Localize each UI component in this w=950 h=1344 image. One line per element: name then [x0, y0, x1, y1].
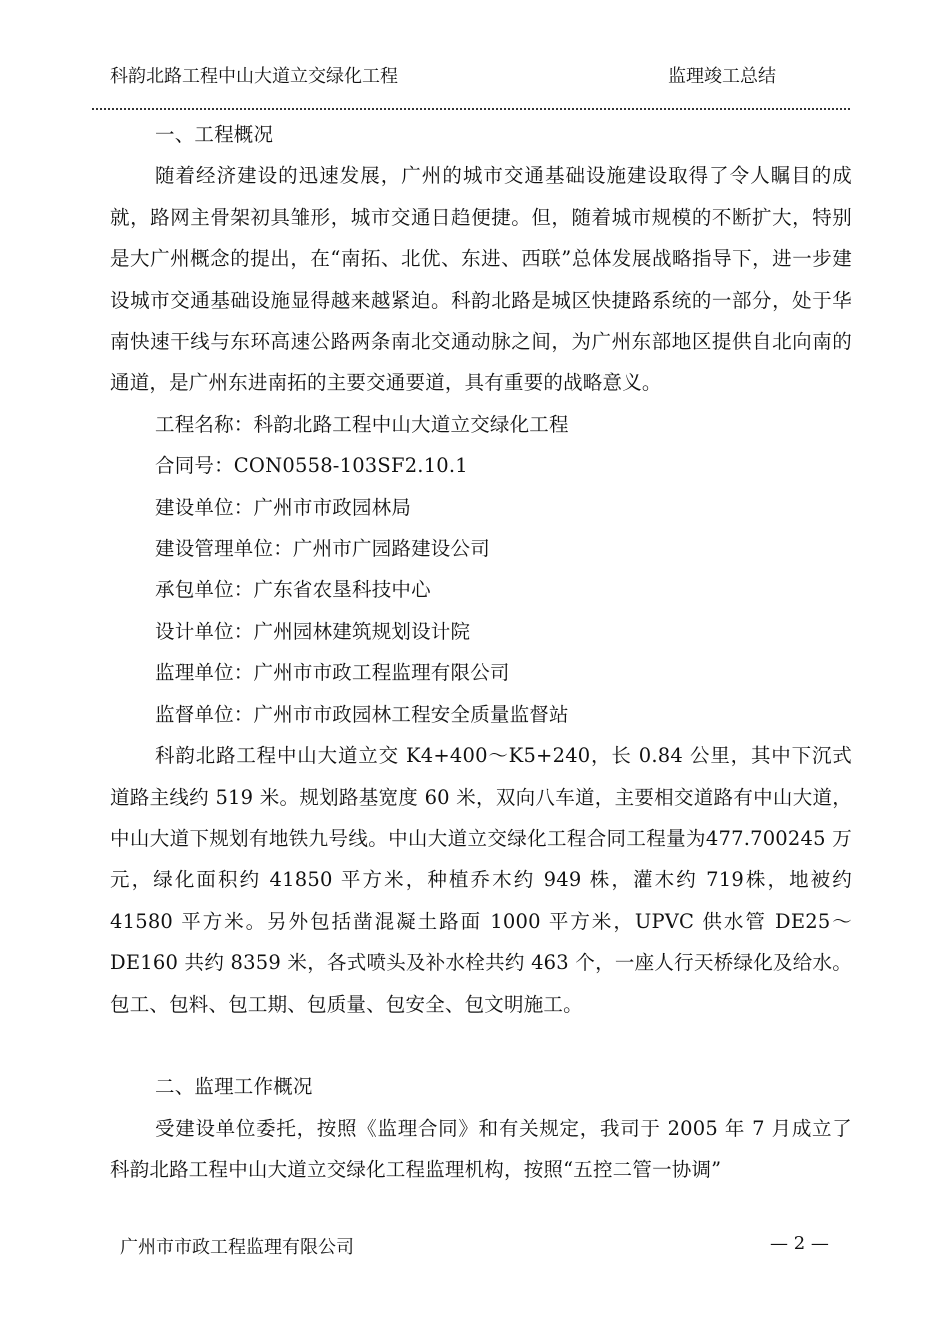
- info-project-name: 工程名称：科韵北路工程中山大道立交绿化工程: [155, 412, 569, 436]
- page-number: — 2 —: [770, 1233, 829, 1254]
- footer-company-name: 广州市市政工程监理有限公司: [120, 1237, 354, 1258]
- header-divider: [92, 108, 850, 110]
- info-inspector: 监督单位：广州市市政园林工程安全质量监督站: [155, 702, 569, 726]
- section-heading-overview: 一、工程概况: [155, 123, 274, 146]
- info-contractor: 承包单位：广东省农垦科技中心: [155, 578, 431, 602]
- page-header: [0, 62, 950, 92]
- section-heading-supervision: 二、监理工作概况: [155, 1075, 313, 1099]
- paragraph-supervision: 受建设单位委托，按照《监理合同》和有关规定，我司于 2005 年 7 月成立了科韵北路工程中山大道立交绿化工程监理机构，按照“五控二管一协调”: [110, 1116, 852, 1182]
- header-project-title: 科韵北路工程中山大道立交绿化工程: [110, 66, 398, 87]
- document-body: [110, 114, 852, 1191]
- info-owner: 建设单位：广州市市政园林局: [155, 495, 412, 519]
- blank-line: [110, 1025, 852, 1066]
- paragraph-background: 随着经济建设的迅速发展，广州的城市交通基础设施建设取得了令人瞩目的成就，路网主骨架初具雏形，城市交通日趋便捷。但，随着城市规模的不断扩大，特别是大广州概念的提出，在“南拓、北优、东进、西联”总体发展战略指导下，进一步建设城市交通基础设施显得越来越紧迫。科韵北路是城区快捷路系统的一部分，处于华南快速干线与东环高速公路两条南北交通动脉之间，为广州东部地区提供自北向南的通道，是广州东进南拓的主要交通要道，具有重要的战略意义。: [110, 164, 852, 395]
- paragraph-scope: 科韵北路工程中山大道立交 K4+400～K5+240，长 0.84 公里，其中下沉式道路主线约 519 米。规划路基宽度 60 米，双向八车道，主要相交道路有中山大道，中山大道下规划有地铁九号线。中山大道立交绿化工程合同工程量为477.700245 万元，绿化面积约 41850 平方米，种植乔木约 949 株，灌木约 719株，地被约 41580 平方米。另外包括凿混凝土路面 1000 平方米，UPVC 供水管 DE25～ DE160 共约 8359 米，各式喷头及补水栓共约 463 个，一座人行天桥绿化及给水。包工、包料、包工期、包质量、包安全、包文明施工。: [110, 744, 852, 1016]
- info-contract-number: 合同号：CON0558-103SF2.10.1: [155, 454, 468, 478]
- info-designer: 设计单位：广州园林建筑规划设计院: [155, 619, 471, 643]
- info-manager: 建设管理单位：广州市广园路建设公司: [155, 537, 490, 561]
- info-supervisor: 监理单位：广州市市政工程监理有限公司: [155, 661, 510, 685]
- header-section-title: 监理竣工总结: [668, 66, 776, 87]
- page-footer: [0, 1233, 950, 1263]
